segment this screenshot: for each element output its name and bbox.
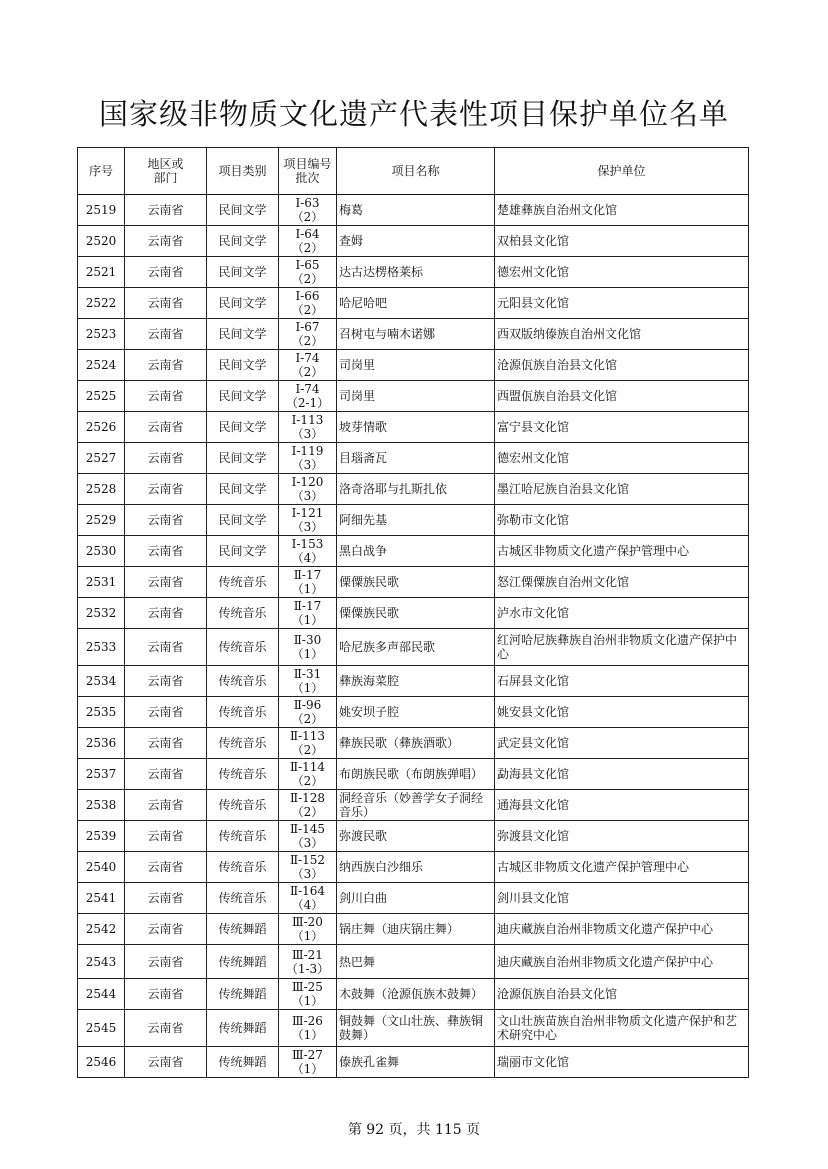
- cell-protection-unit: 德宏州文化馆: [495, 257, 749, 288]
- cell-category: 民间文学: [207, 412, 279, 443]
- cell-category: 传统舞蹈: [207, 914, 279, 945]
- cell-project-name: 司岗里: [337, 381, 495, 412]
- cell-category: 民间文学: [207, 505, 279, 536]
- cell-code: [279, 443, 337, 474]
- cell-serial: 2531: [78, 567, 125, 598]
- cell-category: 民间文学: [207, 195, 279, 226]
- cell-serial: 2539: [78, 821, 125, 852]
- project-batch: （4）: [291, 898, 324, 912]
- cell-region: 云南省: [125, 821, 207, 852]
- cell-region: 云南省: [125, 1047, 207, 1078]
- cell-region: 云南省: [125, 350, 207, 381]
- cell-code: [279, 226, 337, 257]
- cell-serial: 2519: [78, 195, 125, 226]
- cell-region: 云南省: [125, 319, 207, 350]
- cell-project-name: 洞经音乐（妙善学女子洞经音乐）: [337, 790, 495, 821]
- cell-serial: 2532: [78, 598, 125, 629]
- cell-protection-unit: 迪庆藏族自治州非物质文化遗产保护中心: [495, 914, 749, 945]
- cell-code: [279, 914, 337, 945]
- cell-category: 传统舞蹈: [207, 1047, 279, 1078]
- cell-project-name: 彝族民歌（彝族酒歌）: [337, 728, 495, 759]
- cell-category: 传统音乐: [207, 567, 279, 598]
- project-batch: （4）: [291, 551, 324, 565]
- header-code-batch: 项目编号批次: [279, 148, 337, 195]
- table-row: [78, 728, 749, 759]
- project-batch: （1-3）: [285, 961, 330, 976]
- table-body: [78, 195, 749, 1078]
- project-code: Ⅱ-30: [293, 633, 322, 647]
- cell-protection-unit: 元阳县文化馆: [495, 288, 749, 319]
- cell-region: 云南省: [125, 257, 207, 288]
- cell-category: 传统音乐: [207, 666, 279, 697]
- cell-project-name: 梅葛: [337, 195, 495, 226]
- cell-code: [279, 883, 337, 914]
- table-row: [78, 195, 749, 226]
- cell-project-name: 目瑙斋瓦: [337, 443, 495, 474]
- cell-serial: 2545: [78, 1010, 125, 1047]
- cell-project-name: 热巴舞: [337, 945, 495, 979]
- cell-region: 云南省: [125, 226, 207, 257]
- page-title: 国家级非物质文化遗产代表性项目保护单位名单: [98, 97, 729, 131]
- table-row: [78, 412, 749, 443]
- table-row: [78, 697, 749, 728]
- cell-region: 云南省: [125, 1010, 207, 1047]
- cell-protection-unit: 沧源佤族自治县文化馆: [495, 350, 749, 381]
- cell-serial: 2540: [78, 852, 125, 883]
- project-batch: （2）: [291, 334, 324, 348]
- project-code: Ⅲ-20: [292, 915, 323, 929]
- cell-category: 传统音乐: [207, 852, 279, 883]
- cell-serial: 2521: [78, 257, 125, 288]
- cell-code: [279, 505, 337, 536]
- cell-project-name: 姚安坝子腔: [337, 697, 495, 728]
- cell-region: 云南省: [125, 412, 207, 443]
- project-batch: （3）: [291, 867, 324, 881]
- cell-protection-unit: 西盟佤族自治县文化馆: [495, 381, 749, 412]
- cell-code: [279, 350, 337, 381]
- cell-project-name: 达古达楞格莱标: [337, 257, 495, 288]
- cell-category: 民间文学: [207, 381, 279, 412]
- cell-code: [279, 697, 337, 728]
- cell-serial: 2527: [78, 443, 125, 474]
- table-row: [78, 883, 749, 914]
- cell-category: 传统音乐: [207, 697, 279, 728]
- cell-code: [279, 945, 337, 979]
- cell-category: 传统音乐: [207, 759, 279, 790]
- cell-protection-unit: 弥渡县文化馆: [495, 821, 749, 852]
- cell-protection-unit: 墨江哈尼族自治县文化馆: [495, 474, 749, 505]
- cell-region: 云南省: [125, 629, 207, 666]
- cell-region: 云南省: [125, 945, 207, 979]
- cell-category: 民间文学: [207, 443, 279, 474]
- cell-code: [279, 381, 337, 412]
- cell-serial: 2529: [78, 505, 125, 536]
- cell-serial: 2520: [78, 226, 125, 257]
- cell-category: 传统舞蹈: [207, 979, 279, 1010]
- table-row: [78, 821, 749, 852]
- cell-code: [279, 412, 337, 443]
- cell-protection-unit: 弥勒市文化馆: [495, 505, 749, 536]
- cell-protection-unit: 西双版纳傣族自治州文化馆: [495, 319, 749, 350]
- table-row: [78, 1047, 749, 1078]
- cell-protection-unit: 怒江傈僳族自治州文化馆: [495, 567, 749, 598]
- table-row: [78, 666, 749, 697]
- cell-serial: 2536: [78, 728, 125, 759]
- project-code: Ⅱ-17: [293, 599, 322, 613]
- cell-serial: 2535: [78, 697, 125, 728]
- project-batch: （2）: [291, 774, 324, 788]
- project-batch: （2）: [291, 303, 324, 317]
- header-project-name: 项目名称: [337, 148, 495, 195]
- cell-protection-unit: 泸水市文化馆: [495, 598, 749, 629]
- cell-category: 传统音乐: [207, 629, 279, 666]
- cell-protection-unit: 姚安县文化馆: [495, 697, 749, 728]
- project-code: Ⅰ-119: [291, 444, 324, 458]
- cell-category: 传统音乐: [207, 728, 279, 759]
- project-batch: （1）: [291, 929, 324, 943]
- project-batch: （3）: [291, 427, 324, 441]
- cell-protection-unit: 古城区非物质文化遗产保护管理中心: [495, 852, 749, 883]
- table-row: [78, 790, 749, 821]
- table-row: [78, 350, 749, 381]
- cell-serial: 2538: [78, 790, 125, 821]
- cell-project-name: 彝族海菜腔: [337, 666, 495, 697]
- cell-serial: 2543: [78, 945, 125, 979]
- table-row: [78, 226, 749, 257]
- cell-serial: 2522: [78, 288, 125, 319]
- project-batch: （3）: [291, 836, 324, 850]
- cell-category: 民间文学: [207, 226, 279, 257]
- table-row: [78, 536, 749, 567]
- cell-protection-unit: 瑞丽市文化馆: [495, 1047, 749, 1078]
- project-batch: （1）: [291, 681, 324, 695]
- header-category: 项目类别: [207, 148, 279, 195]
- cell-code: [279, 1010, 337, 1047]
- cell-project-name: 哈尼哈吧: [337, 288, 495, 319]
- cell-project-name: 黑白战争: [337, 536, 495, 567]
- cell-protection-unit: 楚雄彝族自治州文化馆: [495, 195, 749, 226]
- cell-serial: 2534: [78, 666, 125, 697]
- cell-code: [279, 979, 337, 1010]
- cell-protection-unit: 文山壮族苗族自治州非物质文化遗产保护和艺术研究中心: [495, 1010, 749, 1047]
- cell-project-name: 纳西族白沙细乐: [337, 852, 495, 883]
- cell-protection-unit: 双柏县文化馆: [495, 226, 749, 257]
- cell-protection-unit: 迪庆藏族自治州非物质文化遗产保护中心: [495, 945, 749, 979]
- table-row: [78, 629, 749, 666]
- project-batch: （3）: [291, 489, 324, 503]
- project-code: Ⅰ-67: [295, 320, 320, 334]
- cell-region: 云南省: [125, 505, 207, 536]
- cell-project-name: 召树屯与喃木诺娜: [337, 319, 495, 350]
- cell-category: 民间文学: [207, 350, 279, 381]
- cell-code: [279, 598, 337, 629]
- cell-serial: 2526: [78, 412, 125, 443]
- cell-protection-unit: 古城区非物质文化遗产保护管理中心: [495, 536, 749, 567]
- cell-category: 传统舞蹈: [207, 945, 279, 979]
- cell-serial: 2533: [78, 629, 125, 666]
- cell-serial: 2544: [78, 979, 125, 1010]
- project-batch: （2）: [291, 805, 324, 819]
- cell-category: 民间文学: [207, 536, 279, 567]
- project-code: Ⅰ-64: [295, 227, 320, 241]
- cell-serial: 2537: [78, 759, 125, 790]
- cell-code: [279, 666, 337, 697]
- cell-region: 云南省: [125, 598, 207, 629]
- cell-region: 云南省: [125, 852, 207, 883]
- cell-code: [279, 821, 337, 852]
- project-code: Ⅱ-17: [293, 568, 322, 582]
- project-code: Ⅱ-145: [289, 822, 326, 836]
- cell-serial: 2530: [78, 536, 125, 567]
- project-code: Ⅰ-63: [295, 196, 320, 210]
- cell-region: 云南省: [125, 567, 207, 598]
- cell-category: 民间文学: [207, 474, 279, 505]
- table-row: [78, 288, 749, 319]
- header-serial: 序号: [78, 148, 125, 195]
- cell-project-name: 司岗里: [337, 350, 495, 381]
- project-batch: （2）: [291, 365, 324, 379]
- cell-protection-unit: 剑川县文化馆: [495, 883, 749, 914]
- cell-serial: 2541: [78, 883, 125, 914]
- table-row: [78, 567, 749, 598]
- project-code: Ⅱ-128: [289, 791, 326, 805]
- project-batch: （2）: [291, 712, 324, 726]
- project-code: Ⅰ-66: [295, 289, 320, 303]
- cell-code: [279, 728, 337, 759]
- cell-region: 云南省: [125, 195, 207, 226]
- cell-serial: 2546: [78, 1047, 125, 1078]
- project-code: Ⅰ-65: [295, 258, 320, 272]
- table-row: [78, 979, 749, 1010]
- project-code: Ⅰ-113: [291, 413, 324, 427]
- cell-category: 民间文学: [207, 319, 279, 350]
- project-code: Ⅲ-21: [292, 947, 323, 962]
- cell-code: [279, 1047, 337, 1078]
- project-batch: （2）: [291, 241, 324, 255]
- cell-project-name: 傈僳族民歌: [337, 567, 495, 598]
- cell-project-name: 阿细先基: [337, 505, 495, 536]
- table-row: [78, 852, 749, 883]
- cell-serial: 2524: [78, 350, 125, 381]
- cell-code: [279, 759, 337, 790]
- project-batch: （2-1）: [285, 396, 330, 410]
- cell-code: [279, 319, 337, 350]
- cell-protection-unit: 石屏县文化馆: [495, 666, 749, 697]
- project-batch: （3）: [291, 520, 324, 534]
- cell-code: [279, 567, 337, 598]
- cell-protection-unit: 红河哈尼族彝族自治州非物质文化遗产保护中心: [495, 629, 749, 666]
- project-code: Ⅰ-153: [291, 537, 324, 551]
- cell-code: [279, 536, 337, 567]
- project-batch: （1）: [291, 613, 324, 627]
- cell-code: [279, 474, 337, 505]
- project-code: Ⅰ-120: [291, 475, 324, 489]
- cell-project-name: 洛奇洛耶与扎斯扎依: [337, 474, 495, 505]
- cell-project-name: 铜鼓舞（文山壮族、彝族铜鼓舞）: [337, 1010, 495, 1047]
- project-batch: （2）: [291, 210, 324, 224]
- cell-protection-unit: 武定县文化馆: [495, 728, 749, 759]
- table-row: [78, 914, 749, 945]
- table-row: [78, 257, 749, 288]
- cell-project-name: 坡芽情歌: [337, 412, 495, 443]
- cell-protection-unit: 勐海县文化馆: [495, 759, 749, 790]
- cell-serial: 2528: [78, 474, 125, 505]
- project-code: Ⅱ-113: [289, 729, 326, 743]
- cell-project-name: 哈尼族多声部民歌: [337, 629, 495, 666]
- page-footer: 第 92 页，共 115 页: [347, 1122, 481, 1138]
- cell-code: [279, 790, 337, 821]
- cell-serial: 2523: [78, 319, 125, 350]
- header-region: 地区或部门: [125, 148, 207, 195]
- project-batch: （2）: [291, 743, 324, 757]
- cell-serial: 2525: [78, 381, 125, 412]
- project-code: Ⅰ-121: [291, 506, 324, 520]
- cell-region: 云南省: [125, 381, 207, 412]
- table-row: [78, 759, 749, 790]
- cell-code: [279, 257, 337, 288]
- cell-code: [279, 195, 337, 226]
- project-code: Ⅱ-96: [293, 698, 322, 712]
- table-header-row: [78, 148, 749, 195]
- project-code: Ⅲ-25: [292, 980, 323, 994]
- cell-project-name: 傈僳族民歌: [337, 598, 495, 629]
- table-row: [78, 505, 749, 536]
- project-batch: （2）: [291, 272, 324, 286]
- project-batch: （1）: [291, 1028, 324, 1042]
- table-row: [78, 598, 749, 629]
- table-row: [78, 443, 749, 474]
- cell-protection-unit: 沧源佤族自治县文化馆: [495, 979, 749, 1010]
- cell-protection-unit: 通海县文化馆: [495, 790, 749, 821]
- cell-category: 民间文学: [207, 288, 279, 319]
- project-batch: （1）: [291, 994, 324, 1008]
- cell-project-name: 锅庄舞（迪庆锅庄舞）: [337, 914, 495, 945]
- cell-project-name: 布朗族民歌（布朗族弹唱）: [337, 759, 495, 790]
- table-row: [78, 474, 749, 505]
- cell-region: 云南省: [125, 443, 207, 474]
- cell-region: 云南省: [125, 697, 207, 728]
- cell-region: 云南省: [125, 883, 207, 914]
- project-code: Ⅰ-74: [295, 382, 320, 396]
- header-protection-unit: 保护单位: [495, 148, 749, 195]
- cell-region: 云南省: [125, 666, 207, 697]
- project-batch: （1）: [291, 1062, 324, 1076]
- cell-code: [279, 852, 337, 883]
- cell-region: 云南省: [125, 536, 207, 567]
- cell-category: 传统音乐: [207, 821, 279, 852]
- cell-region: 云南省: [125, 979, 207, 1010]
- project-code: Ⅲ-27: [292, 1048, 323, 1062]
- cell-code: [279, 629, 337, 666]
- project-code: Ⅱ-31: [293, 667, 322, 681]
- cell-category: 传统音乐: [207, 790, 279, 821]
- cell-project-name: 查姆: [337, 226, 495, 257]
- project-batch: （1）: [291, 647, 324, 661]
- cell-protection-unit: 富宁县文化馆: [495, 412, 749, 443]
- project-code: Ⅱ-164: [289, 884, 326, 898]
- cell-project-name: 弥渡民歌: [337, 821, 495, 852]
- cell-protection-unit: 德宏州文化馆: [495, 443, 749, 474]
- cell-category: 传统舞蹈: [207, 1010, 279, 1047]
- cell-region: 云南省: [125, 790, 207, 821]
- project-code: Ⅲ-26: [292, 1014, 323, 1028]
- cell-code: [279, 288, 337, 319]
- cell-project-name: 木鼓舞（沧源佤族木鼓舞）: [337, 979, 495, 1010]
- table-row: [78, 319, 749, 350]
- project-code: Ⅱ-114: [289, 760, 326, 774]
- project-batch: （3）: [291, 458, 324, 472]
- heritage-table: [77, 147, 749, 1078]
- cell-project-name: 剑川白曲: [337, 883, 495, 914]
- cell-region: 云南省: [125, 474, 207, 505]
- table-row: [78, 945, 749, 979]
- cell-region: 云南省: [125, 728, 207, 759]
- cell-region: 云南省: [125, 759, 207, 790]
- project-code: Ⅱ-152: [289, 853, 326, 867]
- cell-region: 云南省: [125, 914, 207, 945]
- cell-project-name: 傣族孔雀舞: [337, 1047, 495, 1078]
- project-code: Ⅰ-74: [295, 351, 320, 365]
- cell-category: 传统音乐: [207, 883, 279, 914]
- cell-category: 传统音乐: [207, 598, 279, 629]
- project-batch: （1）: [291, 582, 324, 596]
- cell-region: 云南省: [125, 288, 207, 319]
- table-row: [78, 381, 749, 412]
- table-row: [78, 1010, 749, 1047]
- cell-serial: 2542: [78, 914, 125, 945]
- cell-category: 民间文学: [207, 257, 279, 288]
